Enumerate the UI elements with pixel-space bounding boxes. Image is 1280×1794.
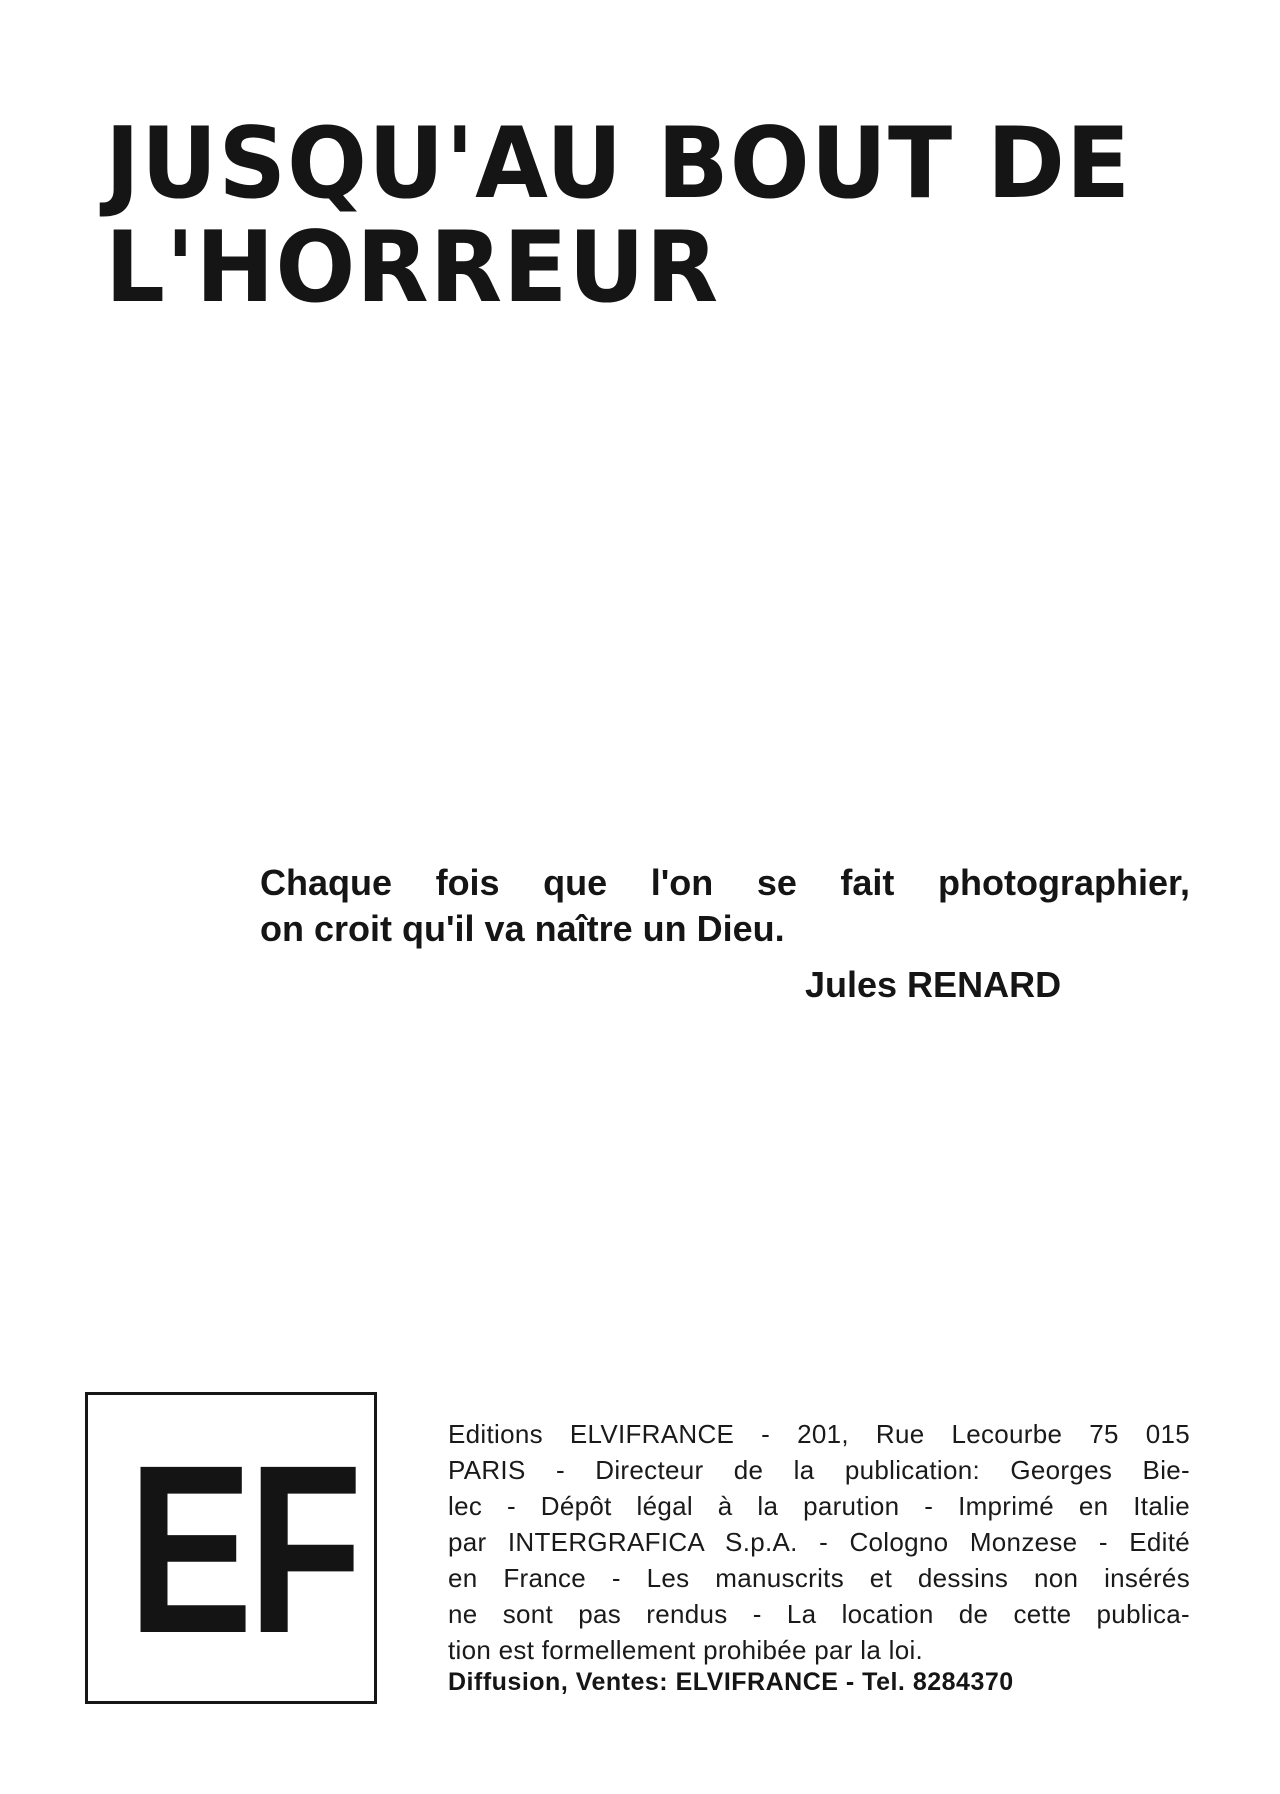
quote-line-1: Chaque fois que l'on se fait photographier,	[260, 862, 1190, 903]
title-line-1: JUSQU'AU BOUT DE	[105, 107, 1132, 221]
diffusion-line: Diffusion, Ventes: ELVIFRANCE - Tel. 8284370	[448, 1668, 1014, 1696]
imprint-line: lec - Dépôt légal à la parution - Imprimé en Italie	[448, 1491, 1190, 1521]
quote-author: Jules RENARD	[805, 964, 1062, 1005]
imprint-line: en France - Les manuscrits et dessins non insérés	[448, 1563, 1190, 1593]
imprint-block	[448, 1416, 1190, 1668]
logo-text: EF	[128, 1415, 358, 1683]
title-line-2: L'HORREUR	[105, 211, 720, 325]
imprint-line: Editions ELVIFRANCE - 201, Rue Lecourbe 75 015	[448, 1419, 1190, 1449]
imprint-line: par INTERGRAFICA S.p.A. - Cologno Monzese - Edité	[448, 1527, 1190, 1557]
imprint-line: PARIS - Directeur de la publication: Georges Bie-	[448, 1455, 1190, 1485]
publisher-logo	[85, 1392, 377, 1704]
quote-line-2: on croit qu'il va naître un Dieu.	[260, 908, 785, 949]
imprint-line: tion est formellement prohibée par la loi.	[448, 1635, 924, 1665]
imprint-line: ne sont pas rendus - La location de cette publica-	[448, 1599, 1190, 1629]
page-title	[105, 107, 1180, 325]
epigraph-quote	[260, 860, 1190, 1008]
